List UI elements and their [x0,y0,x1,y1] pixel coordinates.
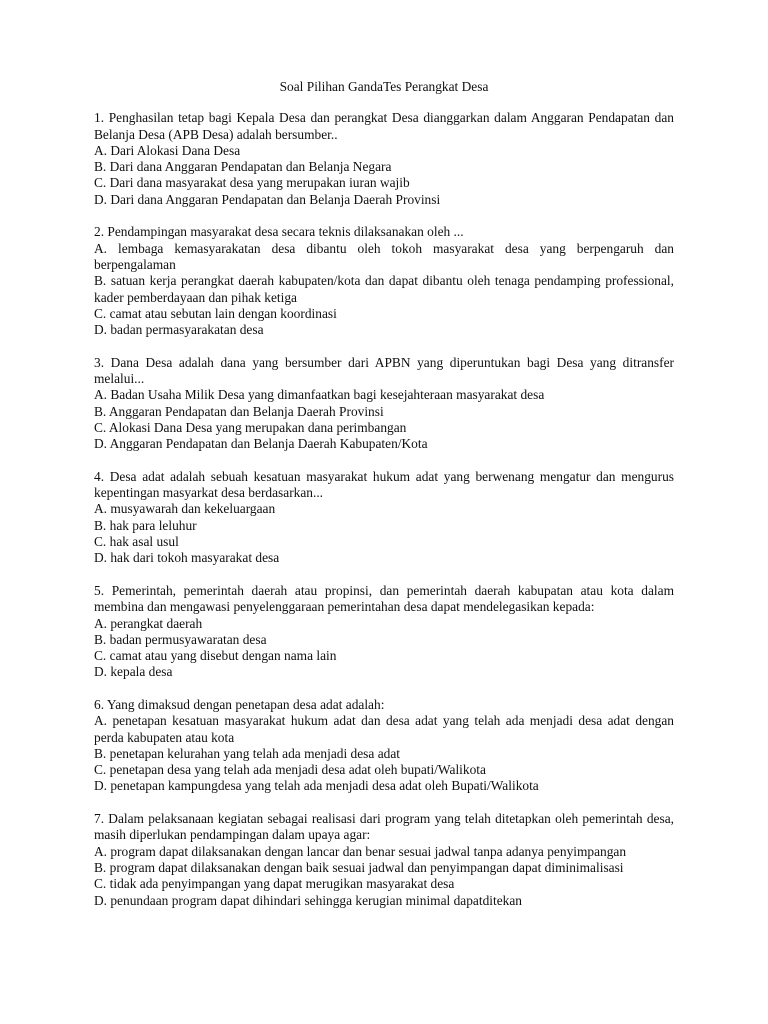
question-text: 1. Penghasilan tetap bagi Kepala Desa dan perangkat Desa dianggarkan dalam Anggaran Pendapatan dan Belanja Desa (APB Desa) adalah bersumber.. [94,110,674,142]
option-d: D. Anggaran Pendapatan dan Belanja Daerah Kabupaten/Kota [94,436,428,452]
option-a: A. musyawarah dan kekeluargaan [94,501,276,517]
option-b: B. penetapan kelurahan yang telah ada menjadi desa adat [94,745,400,761]
option-d: D. badan permasyarakatan desa [94,322,264,338]
option-c: C. Dari dana masyarakat desa yang merupakan iuran wajib [94,175,410,191]
question-text: 3. Dana Desa adalah dana yang bersumber dari APBN yang diperuntukan bagi Desa yang ditransfer melalui... [94,354,674,387]
option-c: C. Alokasi Dana Desa yang merupakan dana perimbangan [94,419,407,435]
option-d: D. Dari dana Anggaran Pendapatan dan Belanja Daerah Provinsi [94,191,441,207]
question-text: 7. Dalam pelaksanaan kegiatan sebagai realisasi dari program yang telah ditetapkan oleh pemerintah desa, masih diperlukan pendampingan dalam upaya agar: [94,811,674,843]
option-a: A. perangkat daerah [94,615,203,631]
question-2 [94,224,674,338]
option-b: B. Anggaran Pendapatan dan Belanja Daerah Provinsi [94,403,384,419]
option-a: A. program dapat dilaksanakan dengan lancar dan benar sesuai jadwal tanpa adanya penyimpangan [94,843,627,859]
option-c: C. camat atau yang disebut dengan nama lain [94,648,337,664]
option-d: D. hak dari tokoh masyarakat desa [94,550,280,566]
option-c: C. tidak ada penyimpangan yang dapat merugikan masyarakat desa [94,876,455,892]
option-a: A. penetapan kesatuan masyarakat hukum adat dan desa adat yang telah ada menjadi desa adat dengan perda kabupaten atau kota [94,713,674,745]
option-b: B. program dapat dilaksanakan dengan baik sesuai jadwal dan penyimpangan dapat diminimalisasi [94,859,624,875]
document-title: Soal Pilihan GandaTes Perangkat Desa [279,79,489,94]
document-page [94,79,674,925]
question-1 [94,110,674,208]
question-7 [94,811,674,909]
question-3 [94,355,674,453]
option-b: B. Dari dana Anggaran Pendapatan dan Belanja Negara [94,159,392,175]
option-d: D. kepala desa [94,664,173,680]
option-c: C. camat atau sebutan lain dengan koordinasi [94,305,337,321]
option-c: C. penetapan desa yang telah ada menjadi desa adat oleh bupati/Walikota [94,762,486,778]
option-d: D. penundaan program dapat dihindari sehingga kerugian minimal dapatditekan [94,892,522,908]
question-text: 6. Yang dimaksud dengan penetapan desa adat adalah: [94,696,385,712]
question-6 [94,697,674,795]
option-a: A. lembaga kemasyarakatan desa dibantu oleh tokoh masyarakat desa yang berpengaruh dan berpengalaman [94,240,674,272]
question-text: 2. Pendampingan masyarakat desa secara teknis dilaksanakan oleh ... [94,224,464,240]
question-text: 5. Pemerintah, pemerintah daerah atau propinsi, dan pemerintah daerah kabupatan atau kota dalam membina dan mengawasi penyelenggaraan pemerintahan desa dapat mendelegasikan kepada: [94,582,674,615]
option-c: C. hak asal usul [94,534,179,550]
option-a: A. Badan Usaha Milik Desa yang dimanfaatkan bagi kesejahteraan masyarakat desa [94,387,545,403]
question-5 [94,583,674,681]
question-4 [94,469,674,567]
option-b: B. hak para leluhur [94,517,197,533]
question-text: 4. Desa adat adalah sebuah kesatuan masyarakat hukum adat yang berwenang mengatur dan mengurus kepentingan masyarkat desa berdasarkan... [94,468,674,501]
option-b: B. badan permusyawaratan desa [94,631,267,647]
option-d: D. penetapan kampungdesa yang telah ada menjadi desa adat oleh Bupati/Walikota [94,778,539,794]
option-a: A. Dari Alokasi Dana Desa [94,142,241,158]
option-b: B. satuan kerja perangkat daerah kabupaten/kota dan dapat dibantu oleh tenaga pendamping professional, kader pemberdayaan dan pihak ketiga [94,273,674,305]
